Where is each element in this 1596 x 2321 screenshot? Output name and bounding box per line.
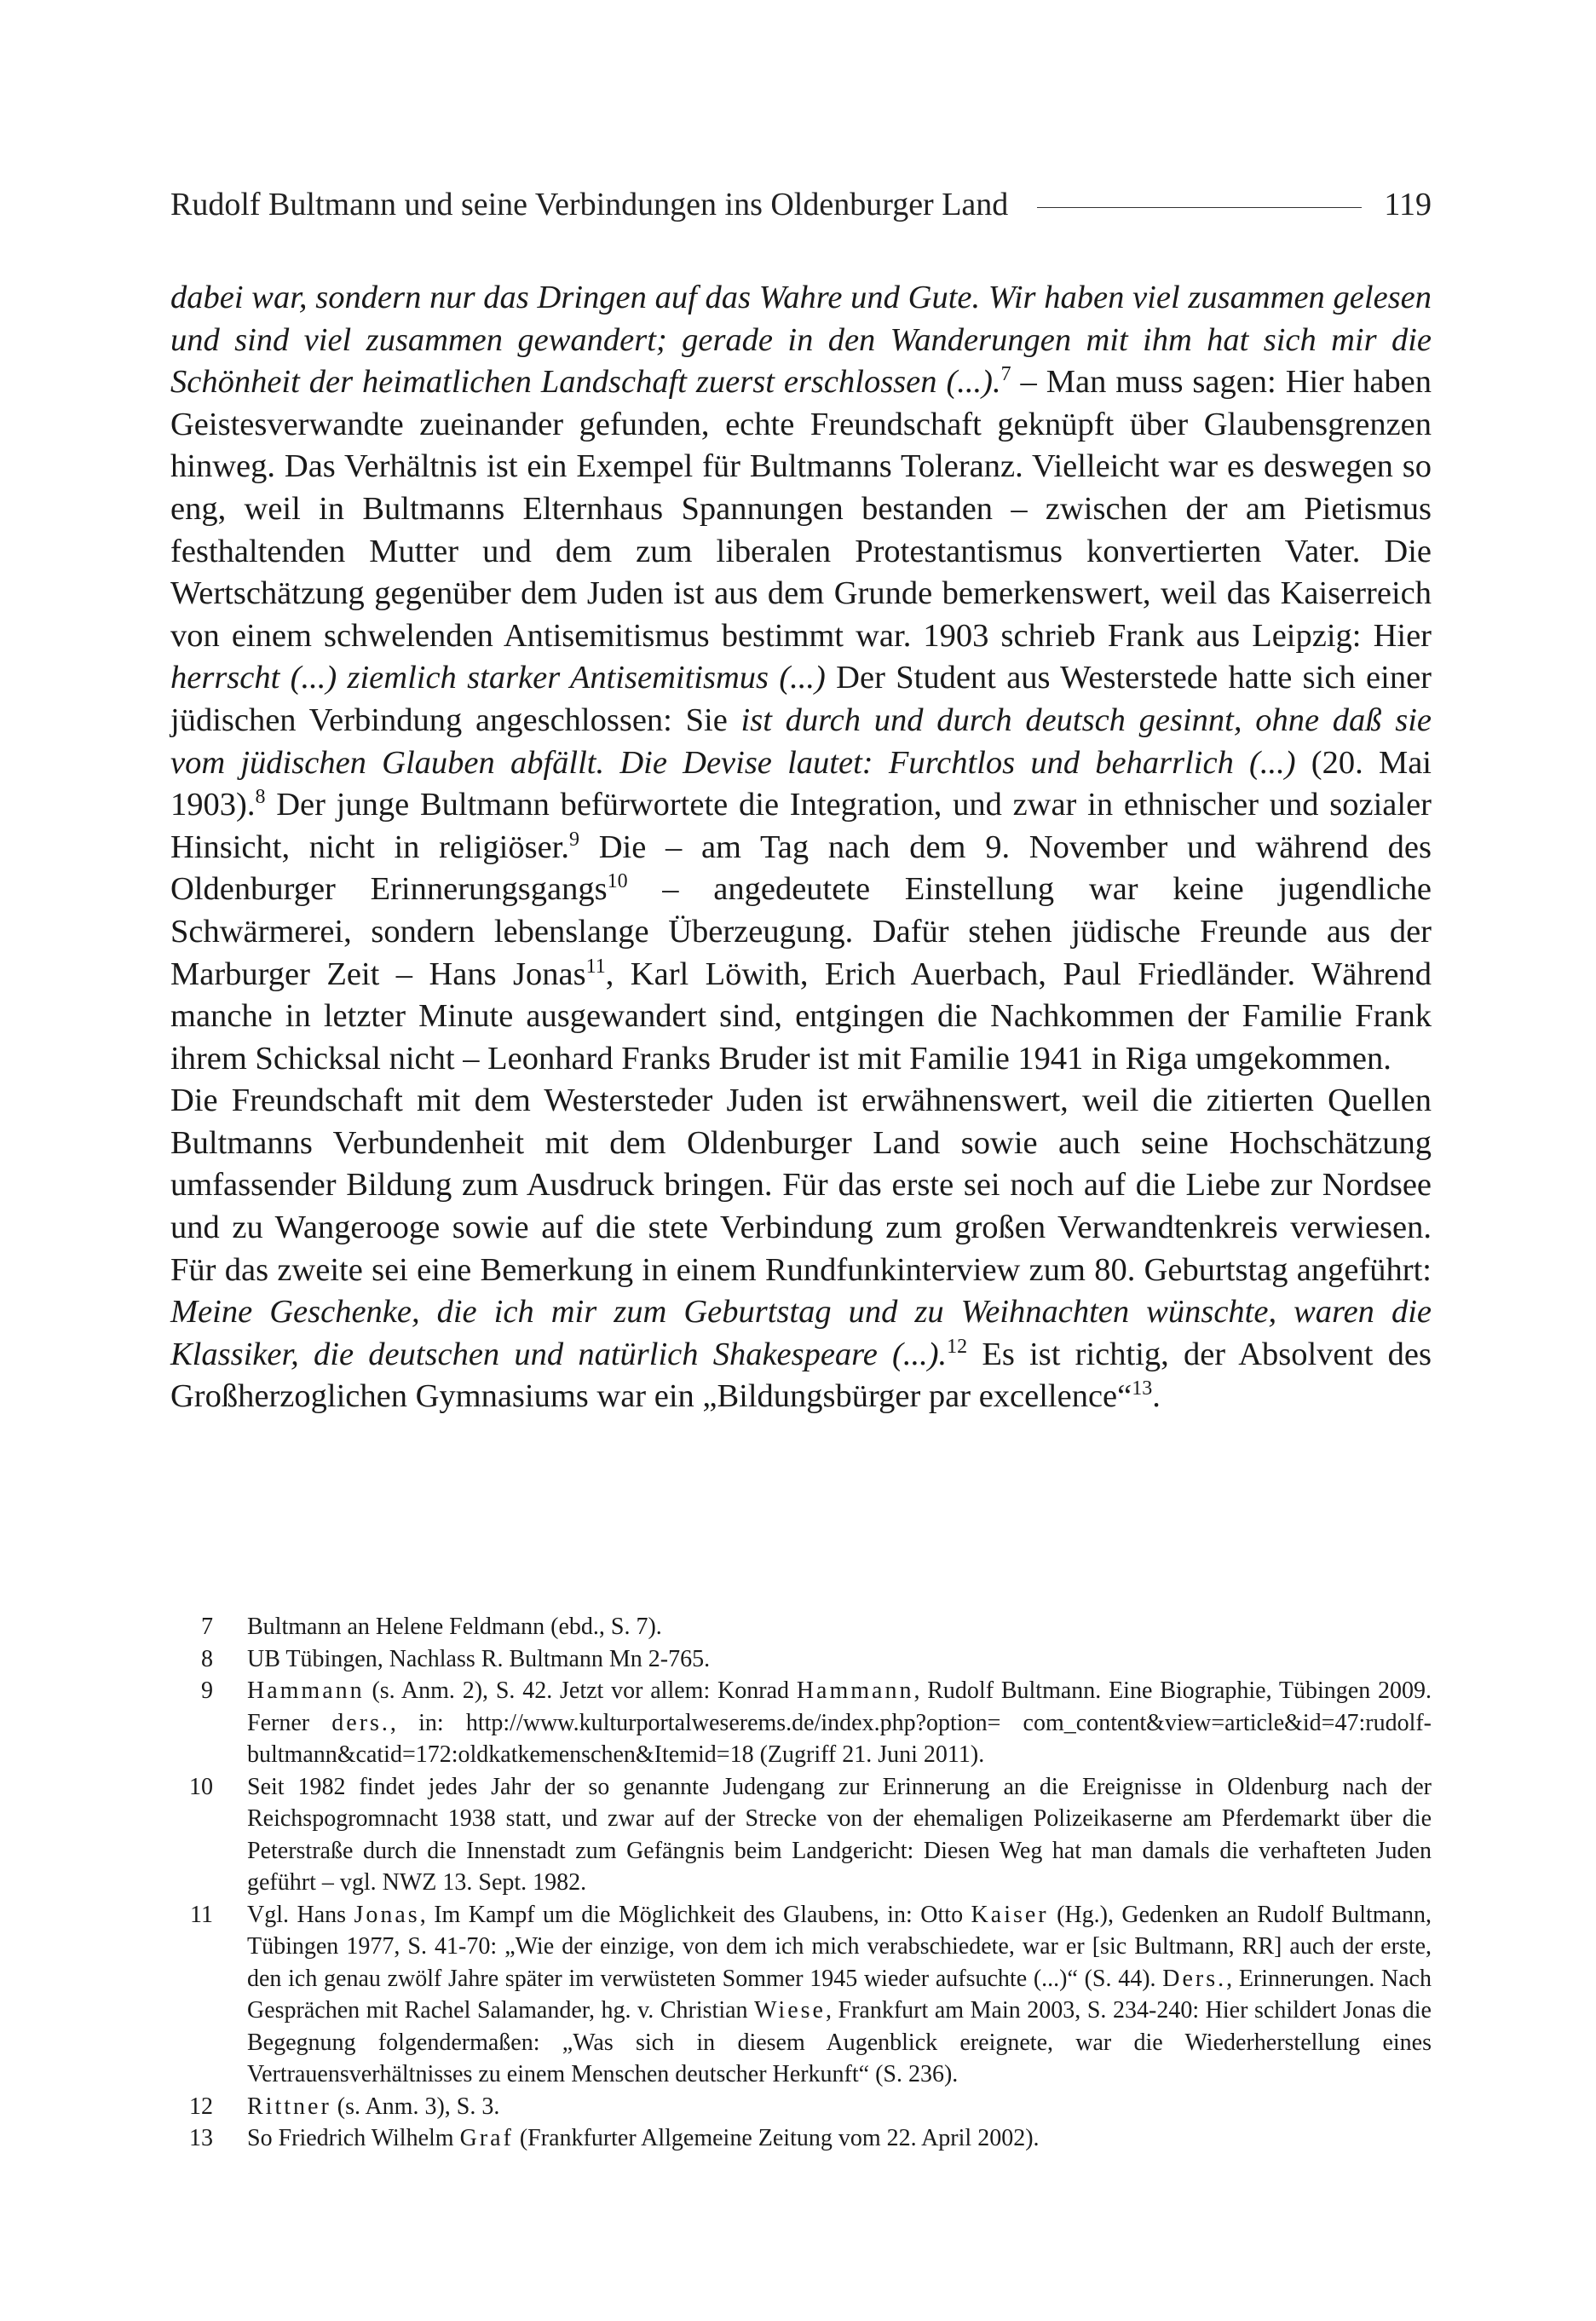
footnote-number: 10 [189, 1773, 213, 1800]
footnote-text [247, 2122, 1432, 2155]
running-header [170, 179, 1432, 230]
quote: dabei war, sondern nur das Dringen auf das Wahre und Gute. Wir haben viel zusammen gelesen und sind viel zusammen gewandert; gerade in den Wanderungen mit ihm hat sich mir die Schönheit der heimatlichen Landschaft zuerst erschlossen (...). [170, 280, 1432, 401]
quote: ist durch und durch deutsch gesinnt, ohne daß sie vom jüdischen Glauben abfällt. Die Devise lautet: Furchtlos und beharrlich (...) [170, 701, 1432, 781]
footnote-number: 9 [201, 1677, 213, 1704]
text-run: Die Freundschaft mit dem Westersteder Juden ist erwähnenswert, weil die zitierten Quellen Bultmanns Verbundenheit mit dem Oldenburger Land sowie auch seine Hochschätzung umfassender Bildung zum Ausdruck bringen. Für das erste sei noch auf die Liebe zur Nordsee und zu Wangerooge sowie auf die stete Verbindung zum großen Verwandtenkreis verwiesen. Für das zweite sei eine Bemerkung in einem Rundfunkinterview zum 80. Geburtstag angeführt: [170, 1083, 1432, 1288]
footnote-ref-13[interactable]: 13 [1132, 1377, 1153, 1400]
text-run: , Karl Löwith, Erich Auerbach, Paul Friedländer. Während manche in letzter Minute ausgewandert sind, entgingen die Nachkommen der Familie Frank ihrem Schicksal nicht – Leonhard Franks Bruder ist mit Familie 1941 in Riga umgekommen. [170, 956, 1432, 1077]
text-run: , in: http://www.kulturportalweserems.de/index.php?option= com_content&view=article&id=47:rudolf-bultmann&catid=172:oldkatkemenschen&Itemid=18 (Zugriff 21. Juni 2011). [247, 1709, 1432, 1768]
text-run: , Erinnerungen. Nach Gesprächen mit Rachel Salamander, hg. v. Christian [247, 1965, 1432, 2024]
running-title: Rudolf Bultmann und seine Verbindungen ins Oldenburger Land [170, 187, 1009, 222]
footnote-13 [170, 2122, 1432, 2155]
author-name: ders. [331, 1709, 390, 1736]
quote: Meine Geschenke, die ich mir zum Geburtstag und zu Weihnachten wünschte, waren die Klassiker, die deutschen und natürlich Shakespeare (...). [170, 1294, 1432, 1372]
footnote-8 [170, 1643, 1432, 1676]
text-run: , Frankfurt am Main 2003, S. 234-240: Hier schildert Jonas die Begegnung folgendermaßen: „Was sich in diesem Augenblick ereignete, war die Wiederherstellung eines Vertrauensverhältnisses zu einem Menschen deutscher Herkunft“ (S. 236). [247, 1997, 1432, 2087]
footnote-number: 8 [201, 1645, 213, 1672]
text-run: Es ist richtig, der Absolvent des Großherzoglichen Gymnasiums war ein „Bildungsbürger par excellence“ [170, 1336, 1432, 1415]
text-run: So Friedrich Wilhelm [247, 2125, 460, 2151]
author-name: Ders. [1162, 1965, 1227, 1992]
footnote-text [247, 1899, 1432, 2091]
page-number: 119 [1384, 187, 1432, 222]
footnote-number: 11 [190, 1901, 213, 1928]
text-run: , Im Kampf um die Möglichkeit des Glaubens, in: Otto [419, 1901, 971, 1928]
author-name: Wiese [754, 1997, 826, 2024]
paragraph-2 [170, 1080, 1432, 1418]
text-run: . [1152, 1378, 1161, 1415]
footnote-ref-8[interactable]: 8 [255, 786, 266, 809]
author-name: Graf [459, 2125, 514, 2151]
text-run: Der Student aus Westerstede hatte sich einer jüdischen Verbindung angeschlossen: Sie [170, 660, 1432, 738]
footnote-number: 12 [189, 2093, 213, 2120]
text-run: (Hg.), Gedenken an Rudolf Bultmann, Tübingen 1977, S. 41-70: „Wie der einzige, von dem ich mich verabschiedete, war er [sic Bultmann, RR] auch der erste, den ich genau zwölf Jahre später im verwüsteten Sommer 1945 wieder aufsuchte (...)“ (S. 44). [247, 1901, 1432, 1992]
header-rule [1037, 207, 1362, 208]
text-run: Der junge Bultmann befürwortete die Integration, und zwar in ethnischer und sozialer Hinsicht, nicht in religiöser. [170, 787, 1432, 865]
footnote-ref-9[interactable]: 9 [569, 828, 580, 851]
footnote-ref-7[interactable]: 7 [1000, 363, 1011, 386]
text-run: (s. Anm. 2), S. 42. Jetzt vor allem: Konrad [364, 1677, 797, 1704]
paragraph-1 [170, 277, 1432, 1080]
footnote-11 [170, 1899, 1432, 2091]
footnotes [170, 1611, 1432, 2155]
footnote-9 [170, 1675, 1432, 1771]
footnote-ref-11[interactable]: 11 [585, 955, 606, 978]
text-run: Vgl. Hans [247, 1901, 354, 1928]
author-name: Hammann [247, 1677, 365, 1704]
footnote-10 [170, 1771, 1432, 1899]
author-name: Hammann [796, 1677, 914, 1704]
footnote-ref-12[interactable]: 12 [947, 1336, 968, 1359]
footnote-ref-10[interactable]: 10 [607, 870, 628, 893]
footnote-text: UB Tübingen, Nachlass R. Bultmann Mn 2-765. [247, 1645, 711, 1672]
footnote-12 [170, 2091, 1432, 2123]
author-name: Rittner [247, 2093, 331, 2120]
text-run: (s. Anm. 3), S. 3. [331, 2093, 500, 2120]
text-run: (Frankfurter Allgemeine Zeitung vom 22. April 2002). [513, 2125, 1040, 2151]
author-name: Jonas [354, 1901, 420, 1928]
footnote-text: Bultmann an Helene Feldmann (ebd., S. 7). [247, 1614, 662, 1640]
text-run: Die – am Tag nach dem 9. November und während des Oldenburger Erinnerungsgangs [170, 829, 1432, 908]
footnote-text [247, 1675, 1432, 1771]
footnote-7 [170, 1611, 1432, 1643]
text-run: – Man muss sagen: Hier haben Geistesverwandte zueinander gefunden, echte Freundschaft geknüpft über Glaubensgrenzen hinweg. Das Verhältnis ist ein Exempel für Bultmanns Toleranz. Vielleicht war es deswegen so eng, weil in Bultmanns Elternhaus Spannungen bestanden – zwischen der am Pietismus festhaltenden Mutter und dem zum liberalen Protestantismus konvertierten Vater. Die Wertschätzung gegenüber dem Juden ist aus dem Grunde bemerkenswert, weil das Kaiserreich von einem schwelenden Antisemitismus bestimmt war. 1903 schrieb Frank aus Leipzig: Hier [170, 364, 1432, 654]
quote: herrscht (...) ziemlich starker Antisemitismus (...) [170, 660, 826, 696]
author-name: Kaiser [971, 1901, 1049, 1928]
footnote-number: 13 [189, 2125, 213, 2151]
text-run: , Rudolf Bultmann. Eine Biographie, Tübingen 2009. Ferner [247, 1677, 1432, 1736]
footnote-text [247, 2091, 1432, 2123]
text-run: – angedeutete Einstellung war keine jugendliche Schwärmerei, sondern lebenslange Überzeugung. Dafür stehen jüdische Freunde aus der Marburger Zeit – Hans Jonas [170, 871, 1432, 992]
text-run: (20. Mai 1903). [170, 744, 1432, 823]
footnote-text: Seit 1982 findet jedes Jahr der so genannte Judengang zur Erinnerung an die Ereignisse in Oldenburg nach der Reichspogromnacht 1938 statt, und zwar auf der Strecke von der ehemaligen Polizeikaserne am Pferdemarkt über die Peterstraße durch die Innenstadt zum Gefängnis beim Landgericht: Diesen Weg hat man damals die verhafteten Juden geführt – vgl. NWZ 13. Sept. 1982. [247, 1773, 1432, 1896]
footnote-number: 7 [201, 1614, 213, 1640]
main-text [170, 277, 1432, 1418]
